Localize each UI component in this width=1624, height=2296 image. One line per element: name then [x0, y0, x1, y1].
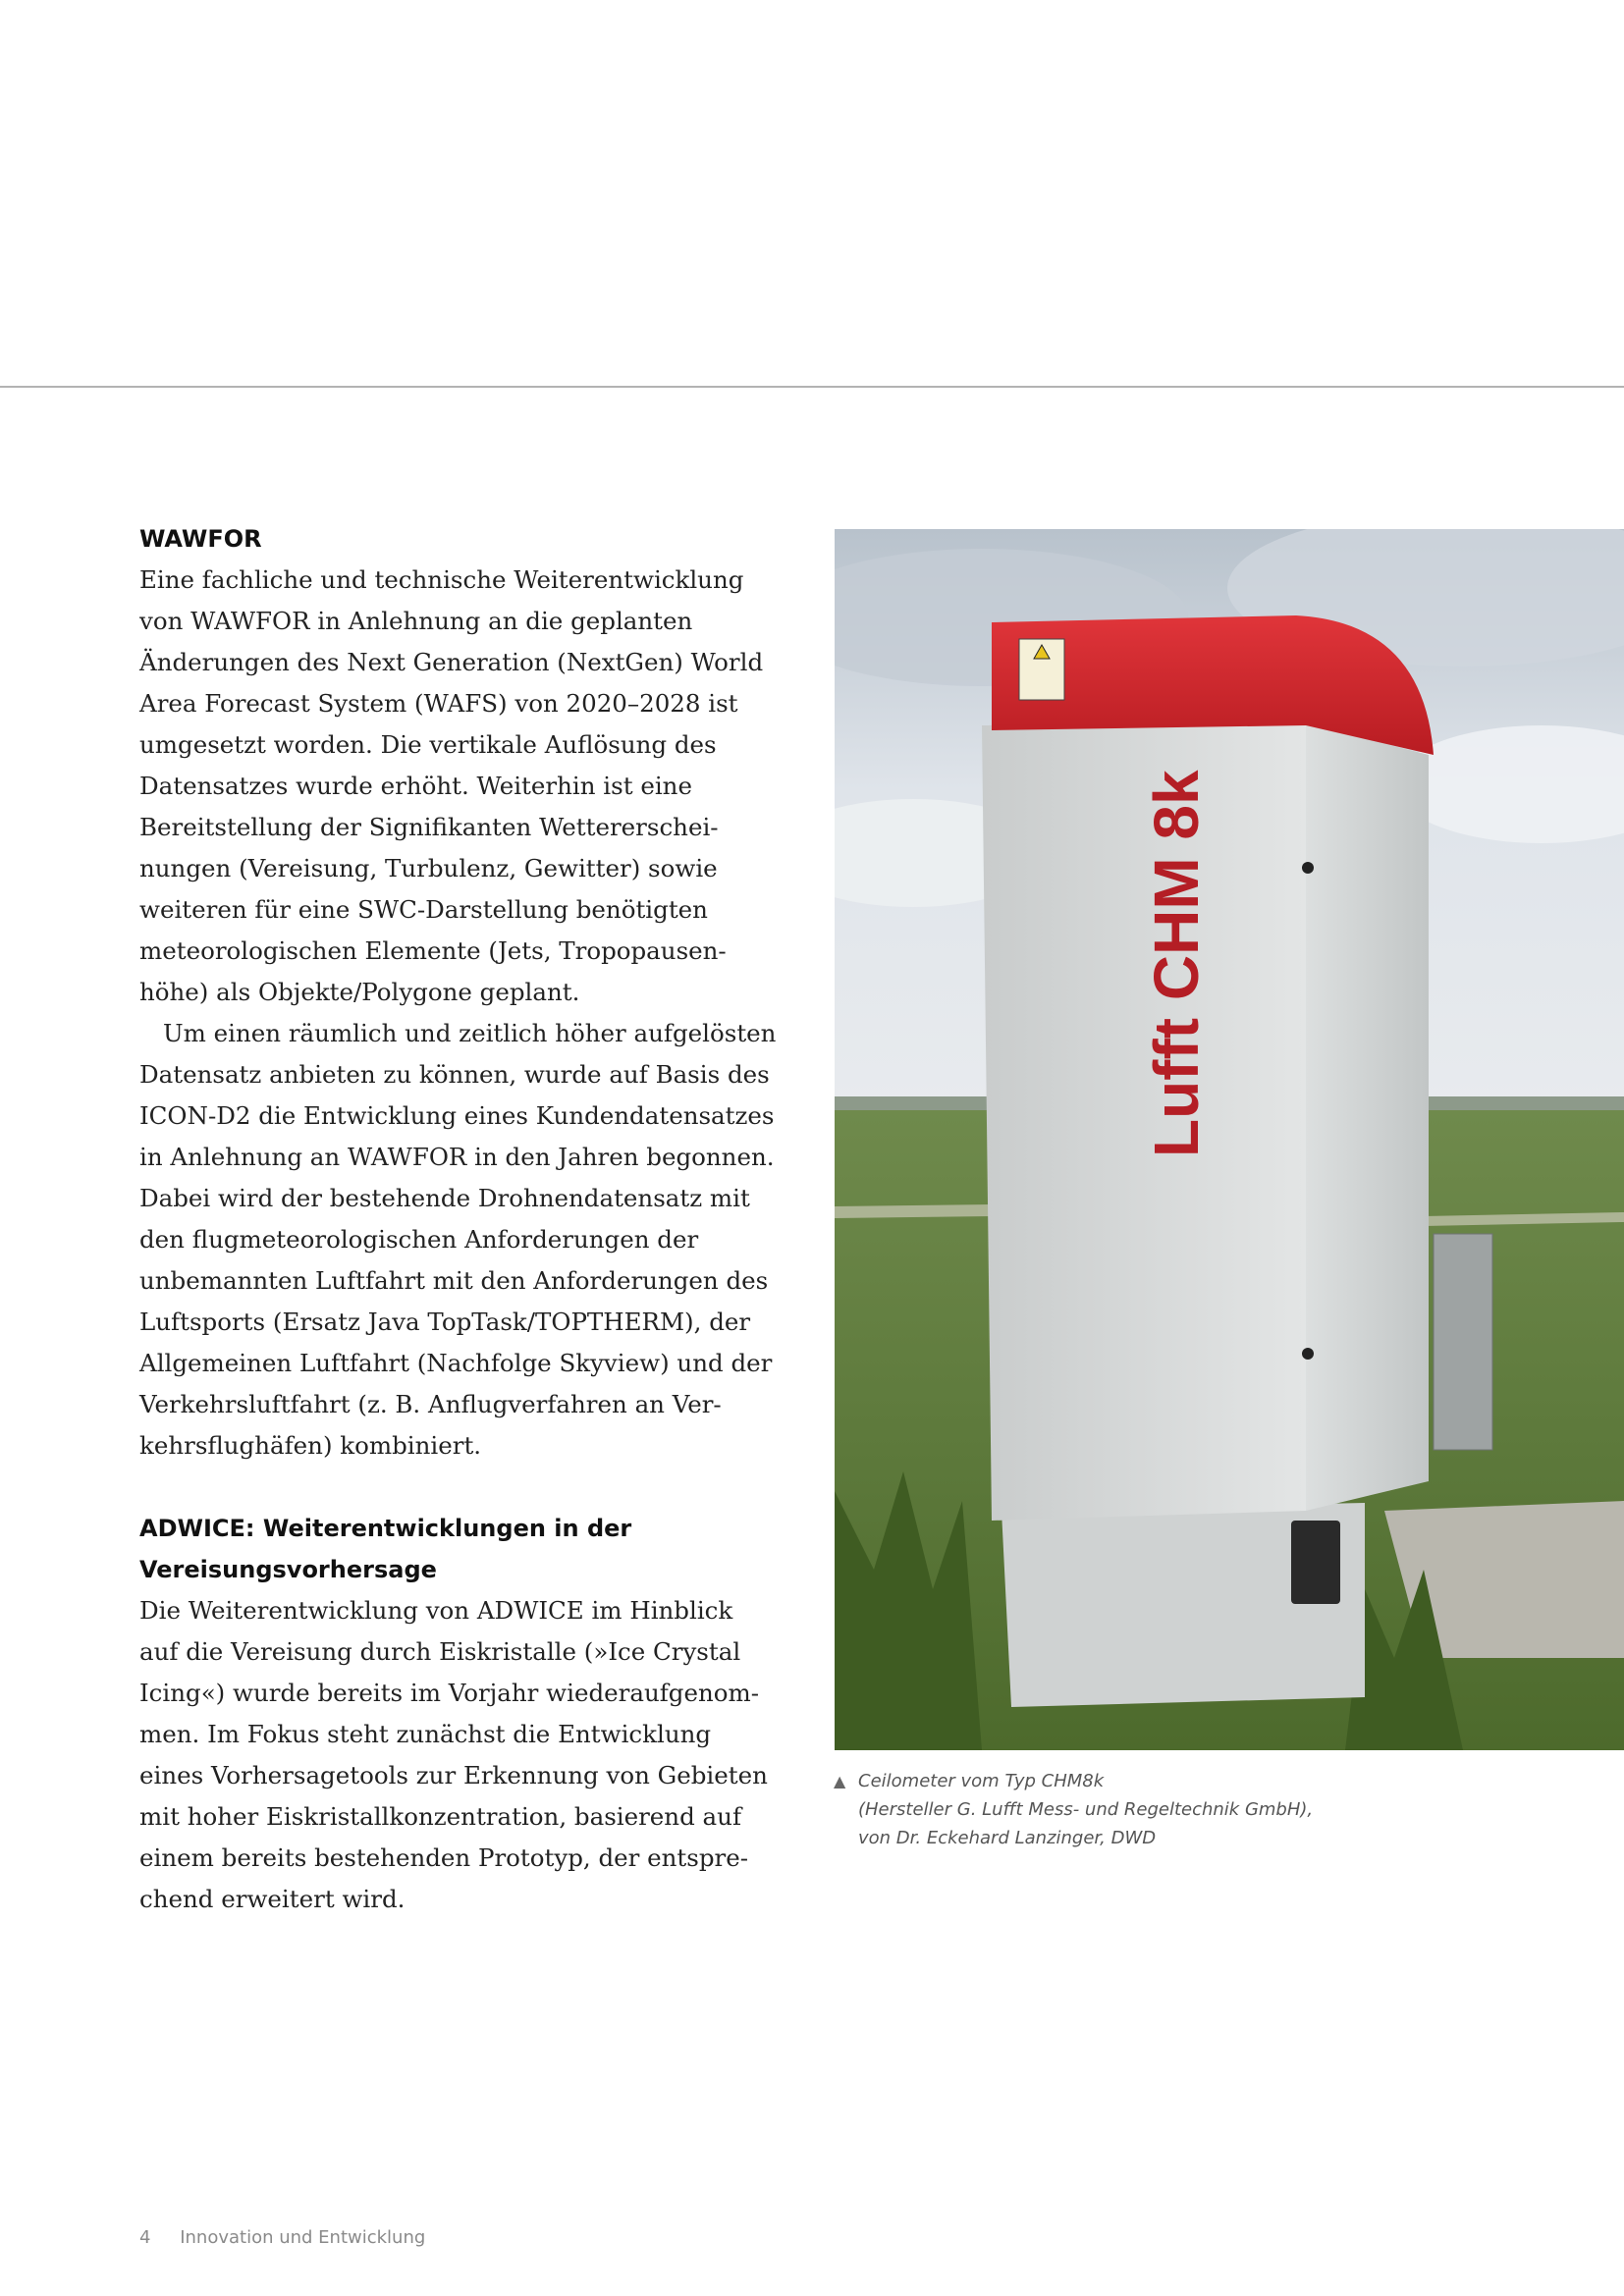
- text-line: Area Forecast System (WAFS) von 2020–2028 ist: [139, 689, 738, 718]
- text-line: ICON-D2 die Entwicklung eines Kundendatensatzes: [139, 1101, 775, 1130]
- text-line: Dabei wird der bestehende Drohnendatensatz mit: [139, 1184, 750, 1212]
- text-line: nungen (Vereisung, Turbulenz, Gewitter) sowie: [139, 854, 718, 882]
- footer-section-title: Innovation und Entwicklung: [180, 2227, 426, 2248]
- text-line: umgesetzt worden. Die vertikale Auflösung des: [139, 730, 717, 759]
- junction-box: [1434, 1234, 1492, 1450]
- text-line: Icing«) wurde bereits im Vorjahr wiederaufgenom-: [139, 1679, 760, 1707]
- caption-text: [834, 1767, 1383, 1852]
- text-line: Änderungen des Next Generation (NextGen) World: [139, 648, 764, 676]
- base-vent: [1291, 1521, 1340, 1604]
- text-line: von WAWFOR in Anlehnung an die geplanten: [139, 607, 693, 635]
- device-brand-label: Lufft CHM 8k: [1141, 770, 1212, 1157]
- page-number: 4: [139, 2227, 151, 2248]
- fence-tape: [835, 1204, 992, 1218]
- paragraph: [139, 560, 797, 1013]
- text-line: höhe) als Objekte/Polygone geplant.: [139, 978, 580, 1006]
- screw: [1302, 1348, 1314, 1360]
- section-adwice: [139, 1508, 797, 1920]
- text-line: kehrsflughäfen) kombiniert.: [139, 1431, 482, 1460]
- text-line: unbemannten Luftfahrt mit den Anforderungen des: [139, 1266, 769, 1295]
- caption-line: (Hersteller G. Lufft Mess- und Regeltechnik GmbH),: [858, 1799, 1314, 1820]
- text-line: meteorologischen Elemente (Jets, Tropopausen-: [139, 936, 727, 965]
- text-line: Die Weiterentwicklung von ADWICE im Hinblick: [139, 1596, 733, 1625]
- section-spacer: [139, 1467, 797, 1508]
- text-line: auf die Vereisung durch Eiskristalle (»Ice Crystal: [139, 1637, 741, 1666]
- main-text-column: [139, 518, 797, 1920]
- caption-line: Ceilometer vom Typ CHM8k: [858, 1771, 1105, 1791]
- caption-triangle-icon: ▲: [834, 1772, 846, 1790]
- text-line: Um einen räumlich und zeitlich höher aufgelösten: [163, 1019, 777, 1047]
- text-line: Allgemeinen Luftfahrt (Nachfolge Skyview) und der: [139, 1349, 773, 1377]
- photo-illustration: [835, 529, 1624, 1750]
- text-line: eines Vorhersagetools zur Erkennung von Gebieten: [139, 1761, 768, 1789]
- section-heading-line: Vereisungsvorhersage: [139, 1556, 437, 1583]
- text-line: in Anlehnung an WAWFOR in den Jahren begonnen.: [139, 1143, 775, 1171]
- section-heading: WAWFOR: [139, 525, 262, 553]
- paragraph: [139, 1013, 797, 1467]
- text-line: einem bereits bestehenden Prototyp, der entspre-: [139, 1843, 749, 1872]
- section-heading-line: ADWICE: Weiterentwicklungen in der: [139, 1515, 632, 1542]
- page-footer: [139, 2227, 425, 2248]
- caption-line: von Dr. Eckehard Lanzinger, DWD: [858, 1828, 1157, 1848]
- text-line: Verkehrsluftfahrt (z. B. Anflugverfahren an Ver-: [139, 1390, 722, 1418]
- text-line: men. Im Fokus steht zunächst die Entwicklung: [139, 1720, 712, 1748]
- text-line: Datensatz anbieten zu können, wurde auf Basis des: [139, 1060, 770, 1089]
- text-line: den flugmeteorologischen Anforderungen der: [139, 1225, 699, 1254]
- device-side-panel: [1306, 723, 1429, 1511]
- text-line: Bereitstellung der Signifikanten Wettererschei-: [139, 813, 719, 841]
- header-rule: [0, 386, 1624, 388]
- text-line: Luftsports (Ersatz Java TopTask/TOPTHERM), der: [139, 1308, 751, 1336]
- screw: [1302, 862, 1314, 874]
- photo-caption: [834, 1767, 1383, 1852]
- section-wawfor: [139, 518, 797, 1467]
- ceilometer-photo: [835, 529, 1624, 1750]
- text-line: Datensatzes wurde erhöht. Weiterhin ist eine: [139, 772, 692, 800]
- paragraph: [139, 1590, 797, 1920]
- text-line: chend erweitert wird.: [139, 1885, 406, 1913]
- text-line: mit hoher Eiskristallkonzentration, basierend auf: [139, 1802, 742, 1831]
- text-line: Eine fachliche und technische Weiterentwicklung: [139, 565, 744, 594]
- text-line: weiteren für eine SWC-Darstellung benötigten: [139, 895, 708, 924]
